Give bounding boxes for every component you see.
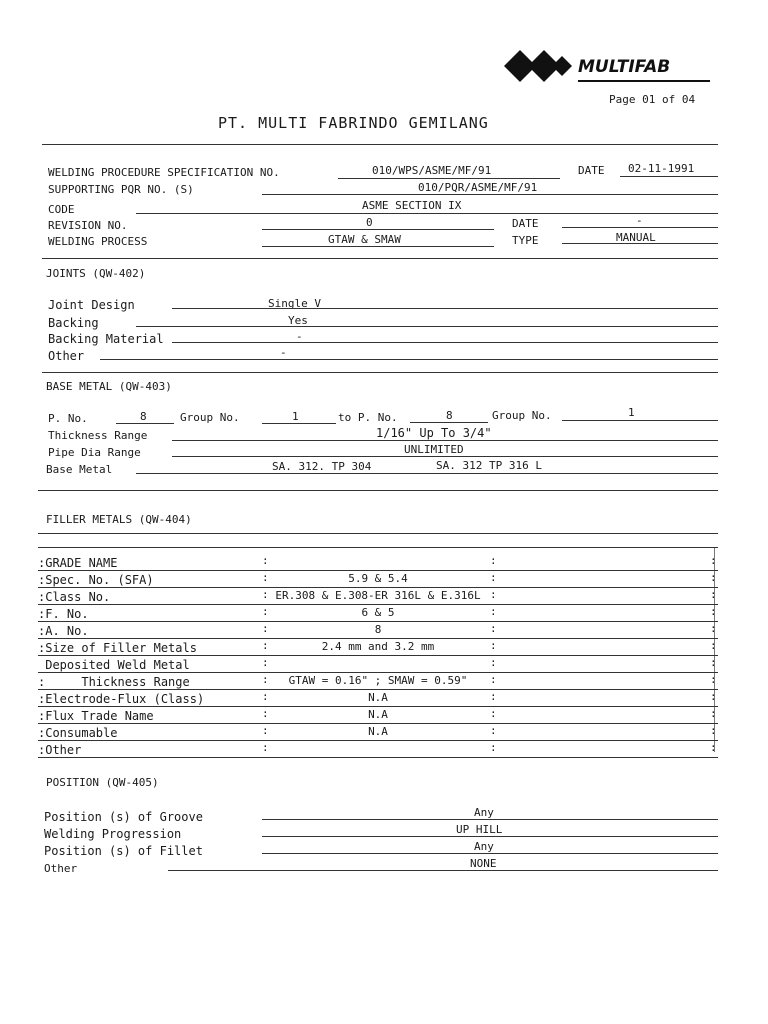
filler-row-label: :A. No. [38,624,89,638]
joint-design-value: Single V [268,297,321,310]
filler-row-label: :Other [38,743,82,757]
code-label: CODE [48,203,75,216]
filler-row-separator: : [490,639,497,652]
filler-row-separator: : [490,724,497,737]
filler-row-rule [38,740,718,741]
filler-row-separator: : [262,554,269,567]
group-no2-label: Group No. [492,409,552,422]
page-label: Page 01 of [609,93,676,106]
position-other-value: NONE [470,857,497,870]
filler-row-separator: : [490,554,497,567]
multifab-logo-icon [504,50,574,82]
date-label: DATE [578,164,605,177]
filler-row-label: : Thickness Range [38,675,190,689]
filler-row-separator: : [710,639,717,652]
pipe-dia-value: UNLIMITED [404,443,464,456]
filler-row-value: 5.9 & 5.4 [348,572,408,585]
filler-row-value: N.A [368,708,388,721]
filler-row-label: :Class No. [38,590,111,604]
filler-row-separator: : [490,741,497,754]
to-p-no-value: 8 [446,409,453,422]
joints-title: JOINTS (QW-402) [46,267,146,280]
wps-label: WELDING PROCEDURE SPECIFICATION NO. [48,166,280,179]
filler-row-separator: : [490,690,497,703]
code-value: ASME SECTION IX [362,199,462,212]
welding-progression-value: UP HILL [456,823,503,836]
filler-row-separator: : [710,707,717,720]
rev-date-value: - [636,214,643,227]
filler-row-separator: : [710,571,717,584]
filler-row-value: 2.4 mm and 3.2 mm [321,640,435,653]
filler-row-separator: : [490,571,497,584]
base-metal-label: Base Metal [46,463,113,476]
backing-material-label: Backing Material [48,332,164,346]
date-value: 02-11-1991 [628,162,695,175]
filler-row-rule [38,655,718,656]
base-metal-value-2: SA. 312 TP 316 L [436,459,542,472]
pipe-dia-label: Pipe Dia Range [48,446,141,459]
filler-row-rule [38,706,718,707]
filler-row-separator: : [262,741,269,754]
filler-row-separator: : [490,656,497,669]
filler-row-rule [38,587,718,588]
joints-other-value: - [280,346,287,359]
group-no-label: Group No. [180,411,240,424]
filler-row-label: :Electrode-Flux (Class) [38,692,205,706]
group-no2-value: 1 [628,406,635,419]
backing-value: Yes [288,314,308,327]
type-label: TYPE [512,234,539,247]
filler-row-label: :Flux Trade Name [38,709,154,723]
rev-date-label: DATE [512,217,539,230]
filler-row-separator: : [490,707,497,720]
filler-row-rule [38,604,718,605]
filler-row-label: :Consumable [38,726,118,740]
p-no-value: 8 [140,410,147,423]
filler-row-separator: : [710,554,717,567]
filler-row-separator: : [262,707,269,720]
filler-row-separator: : [490,673,497,686]
filler-row-separator: : [710,673,717,686]
base-metal-title: BASE METAL (QW-403) [46,380,172,393]
filler-row-separator: : [262,656,269,669]
base-metal-value-1: SA. 312. TP 304 [272,460,372,473]
revision-value: 0 [366,216,373,229]
filler-row-separator: : [262,724,269,737]
logo-text: MULTIFAB [578,57,671,77]
filler-row-separator: : [490,605,497,618]
filler-row-separator: : [262,571,269,584]
groove-position-value: Any [474,806,494,819]
filler-row-rule [38,723,718,724]
page-total: 04 [681,93,696,106]
process-value: GTAW & SMAW [328,233,401,246]
backing-material-value: - [296,330,303,343]
filler-row-label: :Spec. No. (SFA) [38,573,154,587]
filler-row-rule [38,570,718,571]
filler-row-separator: : [262,673,269,686]
welding-progression-label: Welding Progression [44,827,182,841]
to-p-no-label: to P. No. [338,411,398,424]
filler-row-separator: : [262,605,269,618]
joint-design-label: Joint Design [48,298,135,312]
type-value: MANUAL [616,231,656,244]
filler-row-separator: : [710,741,717,754]
filler-metals-title: FILLER METALS (QW-404) [46,513,192,526]
p-no-label: P. No. [48,412,88,425]
position-title: POSITION (QW-405) [46,776,159,789]
filler-row-separator: : [262,622,269,635]
backing-label: Backing [48,316,99,330]
position-other-label: Other [44,862,78,875]
filler-row-rule [38,757,718,758]
filler-row-label: :F. No. [38,607,89,621]
filler-row-rule [38,638,718,639]
filler-row-label: :Size of Filler Metals [38,641,197,655]
filler-row-label: Deposited Weld Metal [38,658,190,672]
filler-row-rule [38,689,718,690]
filler-row-separator: : [710,656,717,669]
filler-row-rule [38,672,718,673]
filler-row-separator: : [262,639,269,652]
filler-row-value: GTAW = 0.16" ; SMAW = 0.59" [288,674,468,687]
filler-row-label: :GRADE NAME [38,556,118,570]
group-no-value: 1 [292,410,299,423]
filler-row-value: N.A [368,691,388,704]
filler-row-value: N.A [368,725,388,738]
filler-row-separator: : [710,724,717,737]
fillet-position-label: Position (s) of Fillet [44,844,203,858]
filler-row-value: 6 & 5 [361,606,395,619]
filler-row-separator: : [710,690,717,703]
pqr-value: 010/PQR/ASME/MF/91 [418,181,538,194]
filler-row-separator: : [710,588,717,601]
wps-value: 010/WPS/ASME/MF/91 [372,164,492,177]
filler-row-separator: : [490,588,497,601]
joints-other-label: Other [48,349,85,363]
filler-row-separator: : [710,622,717,635]
pqr-label: SUPPORTING PQR NO. (S) [48,183,194,196]
groove-position-label: Position (s) of Groove [44,810,203,824]
filler-row-separator: : [262,690,269,703]
filler-row-separator: : [710,605,717,618]
filler-row-value: 8 [374,623,382,636]
filler-row-value: ER.308 & E.308-ER 316L & E.316L [275,589,481,602]
revision-label: REVISION NO. [48,219,128,232]
page-number [609,93,695,106]
process-label: WELDING PROCESS [48,235,148,248]
thickness-range-value: 1/16" Up To 3/4" [376,426,492,440]
filler-row-rule [38,621,718,622]
thickness-range-label: Thickness Range [48,429,148,442]
filler-row-separator: : [262,588,269,601]
fillet-position-value: Any [474,840,494,853]
filler-row-separator: : [490,622,497,635]
company-name: PT. MULTI FABRINDO GEMILANG [218,114,489,132]
